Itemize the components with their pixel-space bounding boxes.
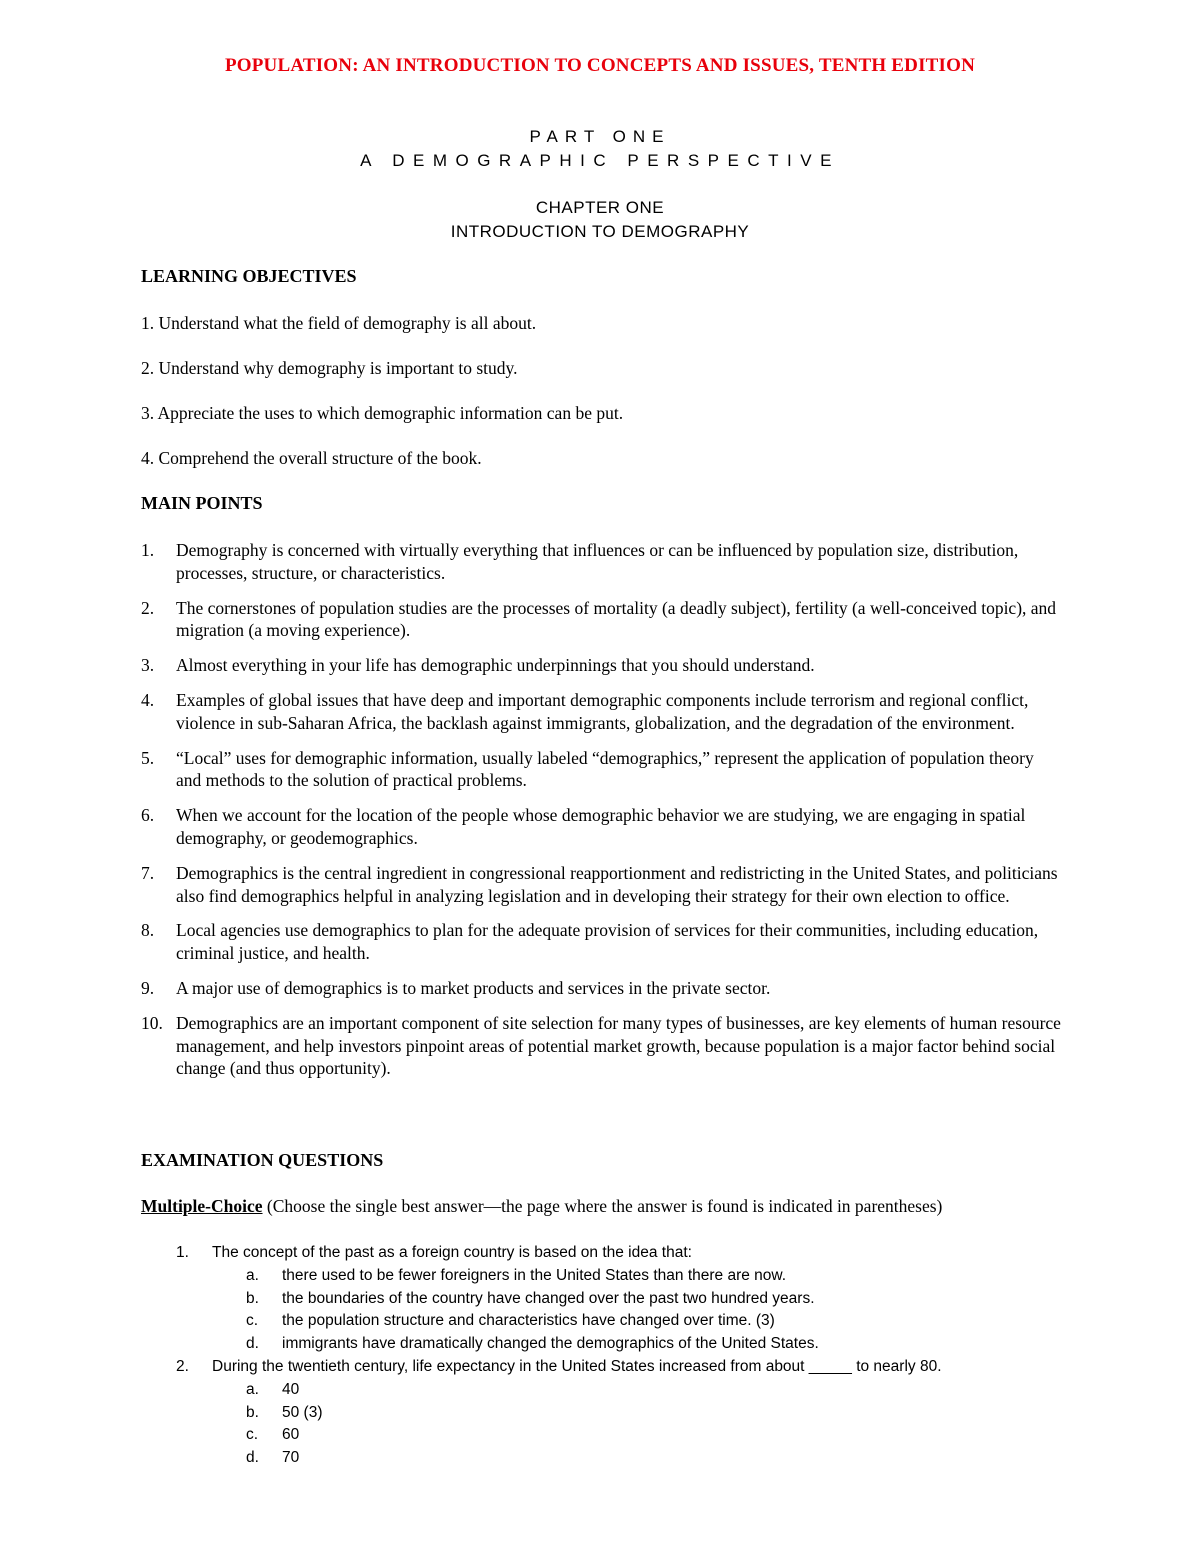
main-points-heading: MAIN POINTS bbox=[141, 493, 263, 513]
answer-option bbox=[141, 1424, 1061, 1447]
option-letter: a. bbox=[246, 1266, 259, 1284]
main-point-text: Local agencies use demographics to plan for the adequate provision of services for their communities, including education, criminal justice, and health. bbox=[176, 920, 1039, 964]
option-text: 60 bbox=[282, 1426, 300, 1444]
option-letter: a. bbox=[246, 1380, 259, 1398]
question-list bbox=[141, 1242, 1061, 1470]
main-point-item bbox=[141, 747, 1061, 793]
objective-item: 2. Understand why demography is important to study. bbox=[141, 358, 518, 378]
option-text: 40 bbox=[282, 1380, 300, 1398]
option-text: 70 bbox=[282, 1449, 300, 1467]
main-point-number: 10. bbox=[141, 1012, 163, 1033]
option-text: there used to be fewer foreigners in the United States than there are now. bbox=[282, 1266, 787, 1284]
question-item bbox=[141, 1242, 1061, 1265]
main-point-number: 6. bbox=[141, 805, 155, 826]
main-point-text: Almost everything in your life has demographic underpinnings that you should understand. bbox=[176, 655, 815, 676]
chapter-subtitle: INTRODUCTION TO DEMOGRAPHY bbox=[450, 222, 750, 241]
answer-option bbox=[141, 1402, 1061, 1425]
main-point-item bbox=[141, 654, 1061, 677]
learning-objectives-heading: LEARNING OBJECTIVES bbox=[141, 266, 357, 286]
answer-option bbox=[141, 1447, 1061, 1470]
main-point-text: Demographics are an important component of site selection for many types of businesses, are key elements of human resource management, and help investors pinpoint areas of potential market growth, because population is a major factor behind social change (and thus opportunity). bbox=[176, 1012, 1061, 1079]
main-point-text: A major use of demographics is to market products and services in the private sector. bbox=[176, 977, 771, 998]
main-point-item bbox=[141, 539, 1061, 585]
option-letter: c. bbox=[246, 1312, 259, 1330]
option-letter: d. bbox=[246, 1449, 259, 1467]
main-point-item bbox=[141, 1012, 1061, 1080]
multiple-choice-label: Multiple-Choice bbox=[141, 1196, 263, 1216]
main-point-text: Demographics is the central ingredient in congressional reapportionment and redistricting in the United States, and politicians also find demographics helpful in analyzing legislation and in developing their strategy for their own election to office. bbox=[176, 862, 1058, 906]
part-subtitle: A DEMOGRAPHIC PERSPECTIVE bbox=[360, 151, 840, 170]
main-point-item bbox=[141, 689, 1061, 735]
main-point-number: 5. bbox=[141, 747, 155, 768]
answer-option bbox=[141, 1265, 1061, 1288]
main-point-number: 7. bbox=[141, 862, 155, 883]
part-title: PART ONE bbox=[529, 127, 671, 146]
option-text: the boundaries of the country have changed over the past two hundred years. bbox=[282, 1289, 815, 1307]
question-text: The concept of the past as a foreign country is based on the idea that: bbox=[212, 1244, 692, 1261]
main-point-number: 4. bbox=[141, 689, 155, 710]
multiple-choice-intro bbox=[141, 1196, 942, 1217]
option-letter: b. bbox=[246, 1289, 259, 1307]
book-title-header: POPULATION: AN INTRODUCTION TO CONCEPTS AND ISSUES, TENTH EDITION bbox=[224, 55, 976, 76]
option-text: immigrants have dramatically changed the demographics of the United States. bbox=[282, 1335, 819, 1353]
main-points-list bbox=[141, 539, 1061, 1092]
main-point-text: The cornerstones of population studies are the processes of mortality (a deadly subject), fertility (a well-conceived topic), and migration (a moving experience). bbox=[176, 597, 1057, 641]
objective-item: 4. Comprehend the overall structure of the book. bbox=[141, 448, 482, 468]
question-item bbox=[141, 1356, 1061, 1379]
main-point-number: 2. bbox=[141, 597, 155, 618]
answer-option bbox=[141, 1379, 1061, 1402]
objective-item: 1. Understand what the field of demography is all about. bbox=[141, 313, 537, 333]
examination-questions-heading: EXAMINATION QUESTIONS bbox=[141, 1150, 384, 1170]
main-point-item bbox=[141, 804, 1061, 850]
answer-option bbox=[141, 1310, 1061, 1333]
main-point-text: When we account for the location of the people whose demographic behavior we are studying, we are engaging in spatial demography, or geodemographics. bbox=[176, 805, 1026, 848]
question-text: During the twentieth century, life expectancy in the United States increased from about _____ to nearly 80. bbox=[212, 1357, 942, 1375]
main-point-text: Demography is concerned with virtually everything that influences or can be influenced by population size, distribution, processes, structure, or characteristics. bbox=[176, 540, 1019, 583]
option-text: 50 (3) bbox=[282, 1403, 323, 1421]
main-point-item bbox=[141, 919, 1061, 965]
option-letter: d. bbox=[246, 1335, 259, 1353]
main-point-item bbox=[141, 862, 1061, 908]
main-point-number: 8. bbox=[141, 920, 155, 941]
chapter-title: CHAPTER ONE bbox=[535, 198, 665, 217]
main-point-text: Examples of global issues that have deep and important demographic components include terrorism and regional conflict, violence in sub-Saharan Africa, the backlash against immigrants, globalization, and the degradation of the environment. bbox=[176, 689, 1029, 733]
main-point-number: 3. bbox=[141, 655, 155, 676]
answer-option bbox=[141, 1333, 1061, 1356]
objective-item: 3. Appreciate the uses to which demographic information can be put. bbox=[141, 403, 624, 423]
main-point-number: 1. bbox=[141, 540, 155, 560]
multiple-choice-instructions: (Choose the single best answer—the page where the answer is found is indicated in parentheses) bbox=[262, 1196, 943, 1216]
question-number: 1. bbox=[176, 1244, 189, 1261]
answer-option bbox=[141, 1288, 1061, 1311]
option-text: the population structure and characteristics have changed over time. (3) bbox=[282, 1312, 775, 1330]
main-point-item bbox=[141, 597, 1061, 643]
main-point-number: 9. bbox=[141, 977, 155, 998]
option-letter: c. bbox=[246, 1426, 259, 1444]
main-point-item bbox=[141, 977, 1061, 1000]
question-number: 2. bbox=[176, 1357, 189, 1375]
main-point-text: “Local” uses for demographic information, usually labeled “demographics,” represent the application of population theory and methods to the solution of practical problems. bbox=[176, 747, 1034, 791]
option-letter: b. bbox=[246, 1403, 259, 1421]
